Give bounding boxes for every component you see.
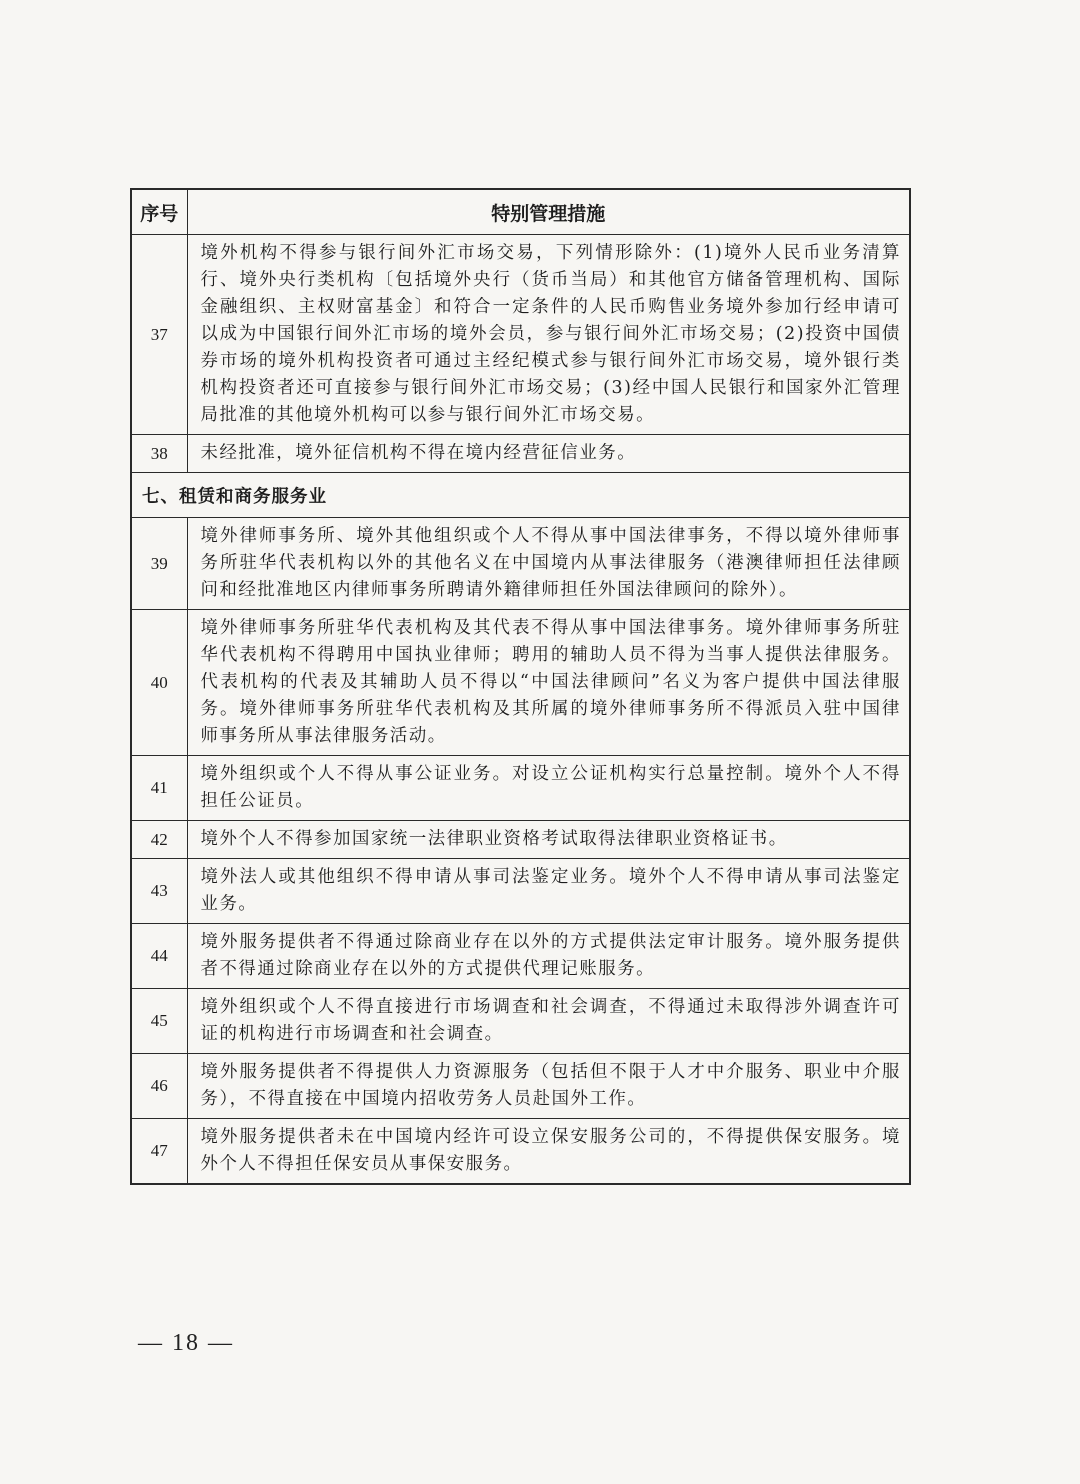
table-row xyxy=(131,821,910,859)
table-row xyxy=(131,610,910,756)
row-measure-text: 境外法人或其他组织不得申请从事司法鉴定业务。境外个人不得申请从事司法鉴定业务。 xyxy=(187,859,910,924)
row-measure-text: 境外机构不得参与银行间外汇市场交易，下列情形除外：(1)境外人民币业务清算行、境外央行类机构〔包括境外央行（货币当局）和其他官方储备管理机构、国际金融组织、主权财富基金〕和符合一定条件的人民币购售业务境外参加行经申请可以成为中国银行间外汇市场的境外会员，参与银行间外汇市场交易；(2)投资中国债券市场的境外机构投资者可通过主经纪模式参与银行间外汇市场交易，境外银行类机构投资者还可直接参与银行间外汇市场交易；(3)经中国人民银行和国家外汇管理局批准的其他境外机构可以参与银行间外汇市场交易。 xyxy=(187,235,910,435)
row-measure-text: 境外服务提供者未在中国境内经许可设立保安服务公司的，不得提供保安服务。境外个人不得担任保安员从事保安服务。 xyxy=(187,1119,910,1185)
row-measure-text: 境外组织或个人不得从事公证业务。对设立公证机构实行总量控制。境外个人不得担任公证员。 xyxy=(187,756,910,821)
table-row xyxy=(131,518,910,610)
header-measure: 特别管理措施 xyxy=(187,189,910,235)
table-row xyxy=(131,989,910,1054)
row-number: 45 xyxy=(131,989,187,1054)
section-title: 七、租赁和商务服务业 xyxy=(131,473,910,518)
row-measure-text: 境外律师事务所驻华代表机构及其代表不得从事中国法律事务。境外律师事务所驻华代表机构不得聘用中国执业律师；聘用的辅助人员不得为当事人提供法律服务。代表机构的代表及其辅助人员不得以“中国法律顾问”名义为客户提供中国法律服务。境外律师事务所驻华代表机构及其所属的境外律师事务所不得派员入驻中国律师事务所从事法律服务活动。 xyxy=(187,610,910,756)
row-measure-text: 境外服务提供者不得提供人力资源服务（包括但不限于人才中介服务、职业中介服务），不得直接在中国境内招收劳务人员赴国外工作。 xyxy=(187,1054,910,1119)
row-measure-text: 未经批准，境外征信机构不得在境内经营征信业务。 xyxy=(187,435,910,473)
row-number: 38 xyxy=(131,435,187,473)
row-measure-text: 境外个人不得参加国家统一法律职业资格考试取得法律职业资格证书。 xyxy=(187,821,910,859)
row-number: 37 xyxy=(131,235,187,435)
table-body-leasing xyxy=(131,518,910,1185)
table-row xyxy=(131,1054,910,1119)
row-number: 43 xyxy=(131,859,187,924)
header-number: 序号 xyxy=(131,189,187,235)
row-number: 39 xyxy=(131,518,187,610)
row-number: 46 xyxy=(131,1054,187,1119)
row-number: 40 xyxy=(131,610,187,756)
row-number: 41 xyxy=(131,756,187,821)
special-measures-table xyxy=(130,188,911,1185)
row-measure-text: 境外组织或个人不得直接进行市场调查和社会调查，不得通过未取得涉外调查许可证的机构进行市场调查和社会调查。 xyxy=(187,989,910,1054)
row-measure-text: 境外服务提供者不得通过除商业存在以外的方式提供法定审计服务。境外服务提供者不得通过除商业存在以外的方式提供代理记账服务。 xyxy=(187,924,910,989)
table-row xyxy=(131,859,910,924)
table-section xyxy=(131,473,910,518)
table-row xyxy=(131,924,910,989)
table-row xyxy=(131,1119,910,1185)
table-row xyxy=(131,756,910,821)
section-row xyxy=(131,473,910,518)
table-row xyxy=(131,435,910,473)
row-measure-text: 境外律师事务所、境外其他组织或个人不得从事中国法律事务，不得以境外律师事务所驻华代表机构以外的其他名义在中国境内从事法律服务（港澳律师担任法律顾问和经批准地区内律师事务所聘请外籍律师担任外国法律顾问的除外）。 xyxy=(187,518,910,610)
table-header-row xyxy=(131,189,910,235)
table-body-banking xyxy=(131,235,910,473)
row-number: 47 xyxy=(131,1119,187,1185)
page-number: — 18 — xyxy=(138,1330,234,1356)
table-row xyxy=(131,235,910,435)
row-number: 42 xyxy=(131,821,187,859)
row-number: 44 xyxy=(131,924,187,989)
